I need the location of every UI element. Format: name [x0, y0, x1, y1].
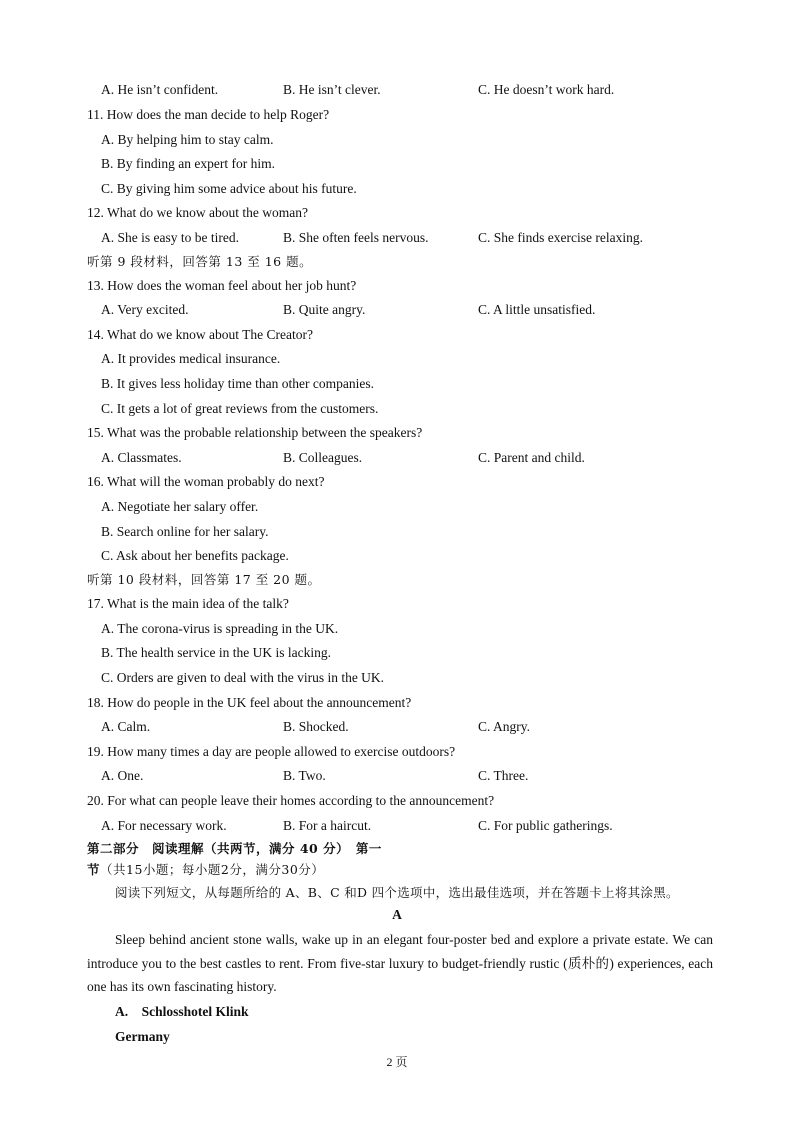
item-a-country: Germany — [115, 1029, 170, 1044]
q13-question: 13. How does the woman feel about her job hunt? — [87, 278, 357, 293]
q14-option-b: B. It gives less holiday time than other companies. — [101, 376, 374, 391]
q13-option-b: B. Quite angry. — [283, 302, 366, 317]
q20-option-a: A. For necessary work. — [101, 818, 227, 833]
q17-question: 17. What is the main idea of the talk? — [87, 596, 289, 611]
q10-option-a: A. He isn’t confident. — [101, 82, 219, 97]
q15-option-a: A. Classmates. — [101, 450, 182, 465]
q18-option-a: A. Calm. — [101, 719, 151, 734]
part2-subheading — [87, 861, 324, 879]
part2-heading: 第二部分 阅读理解（共两节，满分 40 分） 第一 — [87, 841, 382, 856]
part2-instruction: 阅读下列短文，从每题所给的 A、B、C 和D 四个选项中，选出最佳选项，并在答题卡上将其涂黑。 — [115, 885, 679, 900]
q11-option-a: A. By helping him to stay calm. — [101, 132, 274, 147]
section-10-instruction: 听第 10 段材料，回答第 17 至 20 题。 — [87, 572, 321, 587]
q13-option-a: A. Very excited. — [101, 302, 189, 317]
q16-question: 16. What will the woman probably do next? — [87, 474, 325, 489]
q20-option-c: C. For public gatherings. — [478, 818, 613, 833]
q14-question: 14. What do we know about The Creator? — [87, 327, 313, 342]
part2-subheading-bold: 节 — [87, 862, 101, 877]
part2-subheading-rest: （共15小题；每小题2分，满分30分） — [100, 862, 325, 877]
q11-question: 11. How does the man decide to help Roger? — [87, 107, 330, 122]
q18-question: 18. How do people in the UK feel about the announcement? — [87, 695, 412, 710]
q16-option-c: C. Ask about her benefits package. — [101, 548, 289, 563]
q18-option-c: C. Angry. — [478, 719, 531, 734]
q19-option-c: C. Three. — [478, 768, 529, 783]
q20-option-b: B. For a haircut. — [283, 818, 372, 833]
q14-option-a: A. It provides medical insurance. — [101, 351, 281, 366]
q17-option-c: C. Orders are given to deal with the virus in the UK. — [101, 670, 385, 685]
q15-option-b: B. Colleagues. — [283, 450, 363, 465]
section-9-instruction: 听第 9 段材料，回答第 13 至 16 题。 — [87, 254, 313, 269]
page-number: 2 页 — [386, 1055, 408, 1069]
q16-option-a: A. Negotiate her salary offer. — [101, 499, 259, 514]
q14-option-c: C. It gets a lot of great reviews from the customers. — [101, 401, 379, 416]
q20-question: 20. For what can people leave their homes according to the announcement? — [87, 793, 495, 808]
q11-option-b: B. By finding an expert for him. — [101, 156, 275, 171]
q19-option-b: B. Two. — [283, 768, 326, 783]
q11-option-c: C. By giving him some advice about his future. — [101, 181, 357, 196]
q15-option-c: C. Parent and child. — [478, 450, 585, 465]
q17-option-b: B. The health service in the UK is lacking. — [101, 645, 331, 660]
q17-option-a: A. The corona-virus is spreading in the UK. — [101, 621, 339, 636]
q19-option-a: A. One. — [101, 768, 144, 783]
q19-question: 19. How many times a day are people allowed to exercise outdoors? — [87, 744, 456, 759]
q12-question: 12. What do we know about the woman? — [87, 205, 308, 220]
q13-option-c: C. A little unsatisfied. — [478, 302, 596, 317]
item-a-title: A. Schlosshotel Klink — [115, 1004, 249, 1019]
q12-option-c: C. She finds exercise relaxing. — [478, 230, 643, 245]
q16-option-b: B. Search online for her salary. — [101, 524, 269, 539]
q10-option-c: C. He doesn’t work hard. — [478, 82, 615, 97]
q15-question: 15. What was the probable relationship between the speakers? — [87, 425, 423, 440]
passage-paragraph: Sleep behind ancient stone walls, wake up in an elegant four-poster bed and explore a private estate. We can introduce you to the best castles to rent. From five-star luxury to budget-friendly rustic (质朴的) experiences, each one has its own fascinating history. — [87, 932, 713, 994]
q12-option-a: A. She is easy to be tired. — [101, 230, 239, 245]
q12-option-b: B. She often feels nervous. — [283, 230, 429, 245]
q10-option-b: B. He isn’t clever. — [283, 82, 381, 97]
passage-label: A — [392, 907, 402, 922]
q18-option-b: B. Shocked. — [283, 719, 349, 734]
